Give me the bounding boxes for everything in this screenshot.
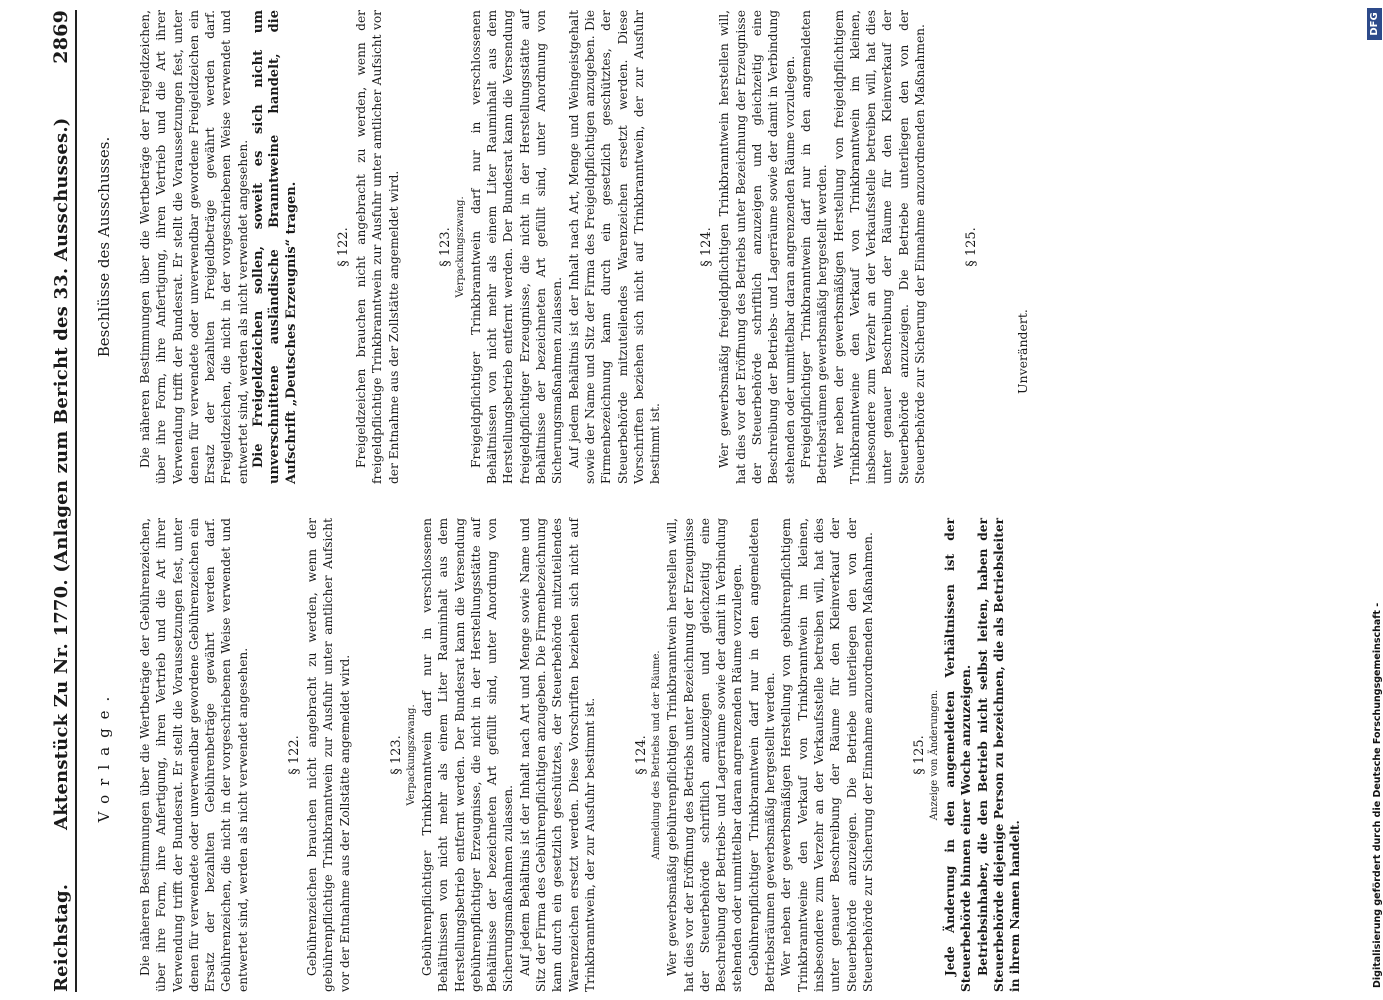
paragraph: Gebührenzeichen brauchen nicht angebracht zu werden, wenn der gebührenpflichtige Trinkbranntwein zur Ausfuhr unter amtlicher Aufsicht vor der Entnahme aus der Zollstätte angemeldet wird. <box>305 518 352 992</box>
header-title: Aktenstück Zu Nr. 1770. (Anlagen zum Bericht des 33. Ausschusses.) <box>51 117 72 830</box>
section-heading: § 124. <box>634 735 650 775</box>
section-heading: § 125. <box>964 227 980 267</box>
section-subheading: Verpackungszwang. <box>454 196 466 298</box>
paragraph: Freigeldpflichtiger Trinkbranntwein darf nur in verschlossenen Behältnissen von nicht mehr als einem Liter Rauminhalt aus dem Herstellungsbetrieb entfernt werden. Der Bundesrat kann die Versendung freigeldpflichtiger Erzeugnisse, die nicht in der Herstellungsstätte auf Behältnisse der bezeichneten Art gefüllt sind, unter Anordnung von Sicherungsmaßnahmen zulassen. <box>468 10 565 484</box>
paragraph: Gebührenpflichtiger Trinkbranntwein darf nur in den angemeldeten Betriebsräumen gewerbsmäßig hergestellt werden. <box>746 518 778 992</box>
section-heading: § 122. <box>335 227 351 267</box>
section-heading: § 123. <box>437 227 453 267</box>
paragraph: Wer gewerbsmäßig freigeldpflichtigen Trinkbranntwein herstellen will, hat dies vor der Eröffnung des Betriebs unter Bezeichnung der Erzeugnisse der Steuerbehörde schriftlich anzuzeigen und gleichzeitig eine Beschreibung der Betriebs- und Lagerräume sowie der damit in Verbindung stehenden oder unmittelbar daran angrenzenden Räume vorzulegen. <box>717 10 797 484</box>
section-heading: § 125. <box>912 735 928 775</box>
section-heading: § 122. <box>287 735 303 775</box>
paragraph-bold: Die Freigeldzeichen sollen, soweit es sich nicht um unverschnittene ausländische Branntweine handelt, die Aufschrift „Deutsches Erzeugnis“ tragen. <box>251 10 299 484</box>
paragraph: Gebührenpflichtiger Trinkbranntwein darf nur in verschlossenen Behältnissen von nicht mehr als einem Liter Rauminhalt aus dem Herstellungsbetrieb entfernt werden. Der Bundesrat kann die Versendung gebührenpflichtiger Erzeugnisse, die nicht in der Herstellungsstätte auf Behältnisse der bezeichneten Art gefüllt sind, unter Anordnung von Sicherungsmaßnahmen zulassen. <box>419 518 516 992</box>
paragraph: Freigeldpflichtiger Trinkbranntwein darf nur in den angemeldeten Betriebsräumen gewerbsmäßig hergestellt werden. <box>798 10 830 484</box>
section-heading: § 123. <box>388 735 404 775</box>
section-subheading: Anzeige von Änderungen. <box>929 689 941 821</box>
paragraph: Betriebsinhaber, die den Betrieb nicht selbst leiten, haben der Steuerbehörde diejenige Person zu bezeichnen, die als Betriebsleiter in ihrem Namen handelt. <box>975 518 1023 992</box>
section-subheading: Verpackungszwang. <box>405 704 417 806</box>
paragraph: Die näheren Bestimmungen über die Wertbeträge der Freigeldzeichen, über ihre Form, ihre Anfertigung, ihren Vertrieb und die Art ihrer Verwendung trifft der Bundesrat. Er stellt die Voraussetzungen fest, unter denen für verwendete oder unverwendbar gewordene Freigeldzeichen ein Ersatz der bezahlten Freigeldbeträge gewährt werden darf. Freigeldzeichen, die nicht in der vorgeschriebenen Weise verwendet und entwertet sind, werden als nicht verwendet angesehen. <box>138 10 250 484</box>
paragraph: Die näheren Bestimmungen über die Wertbeträge der Gebührenzeichen, über ihre Form, ihre Anfertigung, ihren Vertrieb und die Art ihrer Verwendung trifft der Bundesrat. Er stellt die Voraussetzungen fest, unter denen für verwendete oder unverwendbar gewordene Gebührenzeichen ein Ersatz der bezahlten Gebührenbeträge gewährt werden darf. Gebührenzeichen, die nicht in der vorgeschriebenen Weise verwendet und entwertet sind, werden als nicht verwendet angesehen. <box>138 518 250 992</box>
paragraph: Wer neben der gewerbsmäßigen Herstellung von gebührenpflichtigem Trinkbranntweine den Verkauf von Trinkbranntwein im kleinen, insbesondere zum Verzehr an der Verkaufsstelle betreiben will, hat dies unter genauer Beschreibung der Räume für den Kleinverkauf der Steuerbehörde anzuzeigen. Die Betriebe unterliegen den von der Steuerbehörde zur Sicherung der Einnahme anzuordnenden Maßnahmen. <box>779 518 875 992</box>
paragraph: Auf jedem Behältnis ist der Inhalt nach Art und Menge sowie Name und Sitz der Firma des Gebührenpflichtigen anzugeben. Die Firmenbezeichnung kann durch ein gesetzlich geschütztes, der Steuerbehörde mitzuteilendes Warenzeichen ersetzt werden. Diese Vorschriften beziehen sich nicht auf Trinkbranntwein, der zur Ausfuhr bestimmt ist. <box>517 518 597 992</box>
section-heading: § 124. <box>699 227 715 267</box>
page-header <box>50 10 77 992</box>
right-column <box>87 10 1030 484</box>
page-number: 2869 <box>50 10 72 64</box>
paragraph: Freigeldzeichen brauchen nicht angebracht zu werden, wenn der freigeldpflichtige Trinkbranntwein zur Ausfuhr unter amtlicher Aufsicht vor der Entnahme aus der Zollstätte angemeldet wird. <box>353 10 401 484</box>
paragraph: Jede Änderung in den angemeldeten Verhältnissen ist der Steuerbehörde binnen einer Woche anzuzeigen. <box>943 518 974 992</box>
paragraph: Wer neben der gewerbsmäßigen Herstellung von freigeldpflichtigem Trinkbranntweine den Verkauf von Trinkbranntwein im kleinen, insbesondere zum Verzehr an der Verkaufsstelle betreiben will, hat dies unter genauer Beschreibung der Räume für den Kleinverkauf der Steuerbehörde anzuzeigen. Die Betriebe unterliegen den von der Steuerbehörde zur Sicherung der Einnahme anzuordnenden Maßnahmen. <box>831 10 927 484</box>
left-column-title: Vorlage. <box>95 687 113 823</box>
paragraph: Wer gewerbsmäßig gebührenpflichtigen Trinkbranntwein herstellen will, hat dies vor der Eröffnung des Betriebs unter Bezeichnung der Erzeugnisse der Steuerbehörde schriftlich anzuzeigen und gleichzeitig eine Beschreibung der Betriebs- und Lagerräume sowie der damit in Verbindung stehenden oder unmittelbar daran angrenzenden Räume vorzulegen. <box>665 518 745 992</box>
left-column <box>87 518 1030 992</box>
header-left: Reichstag. <box>51 883 72 992</box>
right-column-title: Beschlüsse des Ausschusses. <box>95 136 113 358</box>
columns <box>77 10 1030 992</box>
paragraph: Auf jedem Behältnis ist der Inhalt nach Art, Menge und Weingeistgehalt sowie der Name und Sitz der Firma des Freigeldpflichtigen anzugeben. Die Firmenbezeichnung kann durch ein gesetzlich geschütztes, der Steuerbehörde mitzuteilendes Warenzeichen ersetzt werden. Diese Vorschriften beziehen sich nicht auf Trinkbranntwein, der zur Ausfuhr bestimmt ist. <box>566 10 663 484</box>
unchanged-note: Unverändert. <box>1015 309 1031 394</box>
digitization-credit: Digitalisierung gefördert durch die Deutsche Forschungsgemeinschaft - <box>1372 602 1383 988</box>
dfg-logo: DFG <box>1367 8 1382 40</box>
section-subheading: Anmeldung des Betriebs und der Räume. <box>651 650 663 860</box>
